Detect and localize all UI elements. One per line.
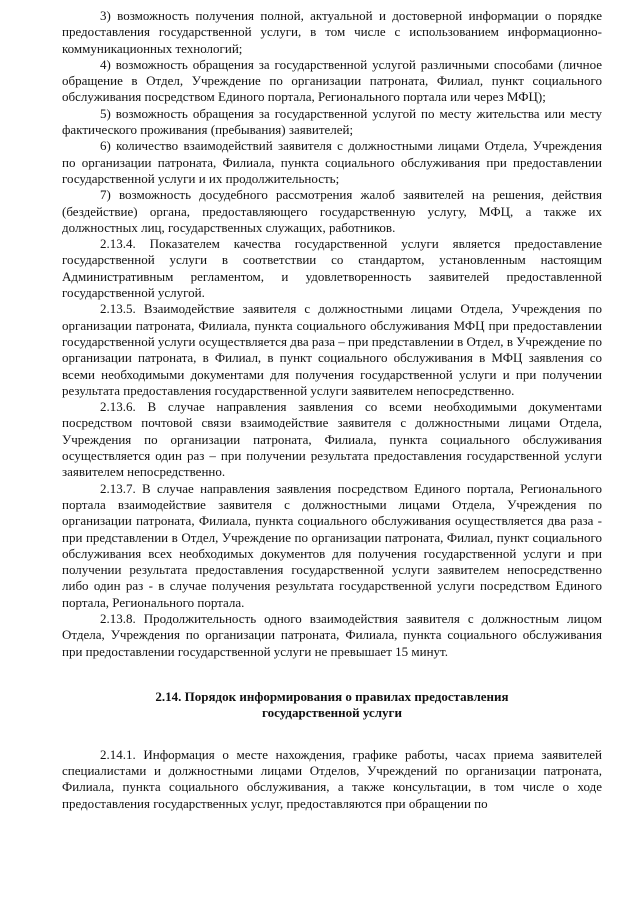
section-heading-line-1: 2.14. Порядок информирования о правилах предоставления — [155, 688, 509, 704]
paragraph-2-13-4: 2.13.4. Показателем качества государственной услуги является предоставление государственной услуги в соответствии со стандартом, установленным настоящим Административным регламентом, и удовлетворенность заявителей предоставленной государственной услугой. — [62, 236, 602, 301]
paragraph-item-7: 7) возможность досудебного рассмотрения жалоб заявителей на решения, действия (бездействие) органа, предоставляющего государственную услугу, МФЦ, а также их должностных лиц, государственных служащих, работников. — [62, 187, 602, 235]
paragraph-item-5: 5) возможность обращения за государственной услугой по месту жительства или месту фактического проживания (пребывания) заявителей; — [62, 105, 602, 138]
paragraph-2-13-6: 2.13.6. В случае направления заявления со всеми необходимыми документами посредством почтовой связи взаимодействие заявителя с должностными лицами Отдела, Учреждения по организации патроната, Филиала, пункта социального обслуживания осуществляется один раз – при получении результата предоставления государственной услуги заявителем непосредственно. — [62, 399, 602, 480]
paragraph-item-6: 6) количество взаимодействий заявителя с должностными лицами Отдела, Учреждения по организации патроната, Филиала, пункта социального обслуживания при предоставлении государственной услуги и их продолжительность; — [62, 138, 602, 186]
paragraph-2-13-8: 2.13.8. Продолжительность одного взаимодействия заявителя с должностным лицом Отдела, Учреждения по организации патроната, Филиала, пункта социального обслуживания при предоставлении государственной услуги не превышает 15 минут. — [62, 610, 602, 659]
document-page — [62, 8, 602, 812]
section-heading-line-2: государственной услуги — [262, 704, 402, 720]
paragraph-item-3: 3) возможность получения полной, актуальной и достоверной информации о порядке предоставления государственной услуги, в том числе с использованием информационно-коммуникационных технологий; — [62, 8, 602, 56]
section-heading — [62, 689, 602, 721]
paragraph-2-14-1: 2.14.1. Информация о месте нахождения, графике работы, часах приема заявителей специалистами и должностными лицами Отделов, Учреждений по организации патроната, Филиала, пункта социального обслуживания, а также консультации, в том числе о ходе предоставления государственных услуг, предоставляются при обращении по — [62, 746, 602, 811]
paragraph-2-13-5: 2.13.5. Взаимодействие заявителя с должностными лицами Отдела, Учреждения по организации патроната, Филиала, пункта социального обслуживания МФЦ при предоставлении государственной услуги осуществляется два раза – при представлении в Отдел, в Учреждение по организации патроната, в Филиал, в пункт социального обслуживания в МФЦ заявления со всеми необходимыми документами для получения государственной услуги и при получении результата предоставления государственной услуги заявителем непосредственно. — [62, 301, 602, 398]
paragraph-item-4: 4) возможность обращения за государственной услугой различными способами (личное обращение в Отдел, Учреждение по организации патроната, Филиал, пункт социального обслуживания посредством Единого портала, Регионального портала или через МФЦ); — [62, 56, 602, 105]
paragraph-2-13-7: 2.13.7. В случае направления заявления посредством Единого портала, Регионального портала взаимодействие заявителя с должностными лицами Отдела, Учреждения по организации патроната, Филиала, пункта социального обслуживания осуществляется два раза - при представлении в Отдел, Учреждение по организации патроната, Филиал, пункт социального обслуживания всех необходимых документов для получения государственной услуги и при получении результата предоставления государственной услуги заявителем непосредственно либо один раз - в случае получения результата государственной услуги посредством Единого портала, Регионального портала. — [62, 480, 602, 610]
